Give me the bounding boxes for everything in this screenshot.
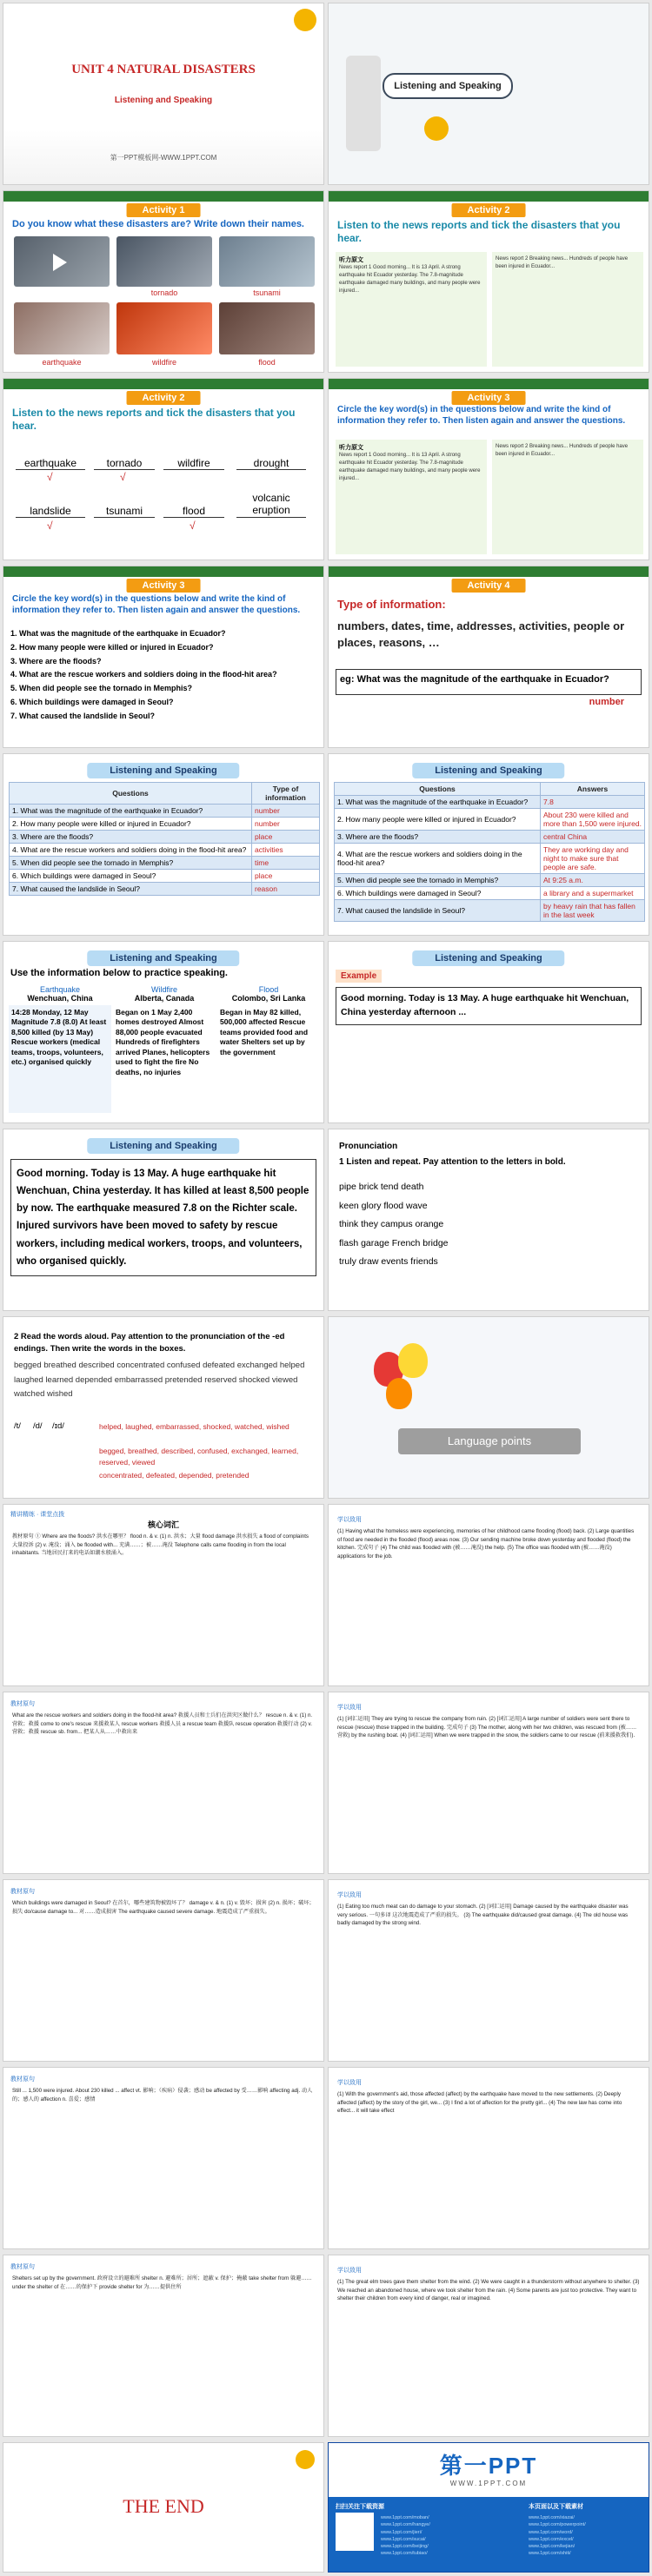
cell-type: place	[252, 831, 320, 844]
slide-ed-endings[interactable]	[3, 1316, 324, 1499]
slide-credits[interactable]	[328, 2442, 649, 2573]
decor-circle-icon	[296, 2450, 315, 2469]
lesson-heading: 教材原句	[10, 1889, 35, 1895]
cell-question: 5. When did people see the tornado in Memphis?	[335, 874, 541, 887]
script-left	[336, 440, 487, 554]
end-title: THE END	[123, 2495, 204, 2517]
ls-tag: Listening and Speaking	[87, 1138, 239, 1154]
decor-circle-icon	[424, 116, 449, 141]
cell-question: 2. How many people were killed or injured in Ecuador?	[10, 818, 252, 831]
slide-damage-lesson[interactable]	[3, 1879, 324, 2062]
lesson-title: 核心词汇	[147, 1520, 179, 1529]
practice-text: (1) Having what the homeless were experiencing, memories of her childhood came flooding (flood) back. (2) Large quantities of food are needed in the flooded (flood) areas now. (3) Our sending machine broke down yesterday and flooded (flood) the kitchen. 完成句子 (4) The child was flooded with (被……淹没) the help. (5) The office was flooded with (被……淹没) applications for the job.	[337, 1528, 635, 1560]
word-drought: drought	[236, 457, 306, 470]
ed-label-id: /ɪd/	[52, 1421, 64, 1431]
slide-activity3-script[interactable]	[328, 378, 649, 560]
ls-tag: Listening and Speaking	[87, 763, 239, 778]
cell-question: 1. What was the magnitude of the earthquake in Ecuador?	[335, 796, 541, 809]
lesson-text: Which buildings were damaged in Seoul? 在首尔，哪些建筑物被毁坏了？ damage v. & n. (1) v. 毁坏；损害 (2) n. 损坏；破坏；损失 do/cause damage to... 对……造成损害 The earthquake caused severe damage. 地震造成了严重损失。	[12, 1900, 315, 1915]
type-title: Type of information:	[337, 598, 446, 611]
info-col-sub: Wenchuan, China	[27, 994, 93, 1003]
question-2: 2. How many people were killed or injured in Ecuador?	[10, 642, 214, 652]
practice-text: (1) The great elm trees gave them shelter from the wind. (2) We were caught in a thunderstorm without anywhere to shelter. (3) We reached an abandoned house, where we took shelter from the rain. (4) Some parents are just too protective. They want to shelter their children from every kind of danger, real or imagined.	[337, 2279, 640, 2302]
script-left-text: News report 1 Good morning... It is 13 April. A strong earthquake hit Ecuador yesterday. The 7.8-magnitude earthquake damaged many buildings, and many people were injured...	[339, 265, 481, 294]
cell-answer: a library and a supermarket	[541, 887, 645, 900]
slide-rescue-practice[interactable]	[328, 1692, 649, 1874]
photo-flood	[219, 302, 315, 354]
ls-tag: Listening and Speaking	[412, 763, 564, 778]
table-row	[335, 796, 645, 809]
slide-flood-practice[interactable]	[328, 1504, 649, 1686]
table-header	[335, 783, 645, 796]
balloon-yellow-icon	[398, 1343, 428, 1378]
word-landslide: landslide	[16, 505, 85, 518]
slide-shelter-lesson[interactable]	[3, 2255, 324, 2437]
activity-tag: Activity 2	[127, 391, 201, 405]
slide-bg	[329, 1317, 649, 1498]
info-col-body: 14:28 Monday, 12 May Magnitude 7.8 (8.0) At least 8,500 killed (by 13 May) Rescue workers (medical teams, troops, volunteers, etc.) organised quickly	[9, 1005, 111, 1113]
word-flood: flood	[163, 505, 224, 518]
label-tornado: tornado	[150, 288, 178, 297]
pron-line: truly draw events friends	[339, 1256, 438, 1268]
credit-link[interactable]: www.1ppt.com/powerpoint/	[529, 2522, 586, 2528]
info-col-body: Began on 1 May 2,400 homes destroyed Almost 88,000 people evacuated Hundreds of firefighters arrived Planes, helicopters used to fight the fire No deaths, no injuries	[116, 1008, 210, 1076]
script-heading: 听力原文	[339, 257, 363, 263]
qr-code-icon	[336, 2513, 374, 2551]
practice-text: (1) With the government's aid, those affected (affect) by the earthquake have moved to the new settlements. (2) Deeply affected (affect) by the story of the girl, we... (3) I find a lot of affection for the pretty girl... (4) The new law has come into effect... it will take effect	[337, 2091, 622, 2115]
slide-affect-practice[interactable]	[328, 2067, 649, 2249]
example-prefix: eg:	[340, 674, 355, 685]
brand-logo: 第一PPT	[439, 2453, 538, 2479]
question-7: 7. What caused the landslide in Seoul?	[10, 711, 156, 720]
slide-type-table[interactable]	[3, 753, 324, 936]
info-col-sub: Colombo, Sri Lanka	[231, 994, 306, 1003]
practice-heading: 学以致用	[337, 1517, 362, 1523]
table-row	[335, 831, 645, 844]
table-row	[10, 870, 320, 883]
credit-link[interactable]: www.1ppt.com/excel/	[529, 2536, 574, 2542]
type-table	[9, 782, 320, 896]
slide-activity1[interactable]	[3, 190, 324, 373]
ed-answer-t: helped, laughed, embarrassed, shocked, watched, wished	[99, 1422, 289, 1431]
cell-question: 6. Which buildings were damaged in Seoul?	[335, 887, 541, 900]
cell-question: 5. When did people see the tornado in Memphis?	[10, 857, 252, 870]
cell-question: 4. What are the rescue workers and soldiers doing in the flood-hit area?	[335, 844, 541, 874]
word-tornado: tornado	[94, 457, 155, 470]
slide-damage-practice[interactable]	[328, 1879, 649, 2062]
credit-link[interactable]: www.1ppt.com/kejian/	[529, 2544, 575, 2549]
cell-question: 3. Where are the floods?	[10, 831, 252, 844]
table-row	[10, 805, 320, 818]
slide-title[interactable]	[3, 3, 324, 185]
cell-question: 1. What was the magnitude of the earthquake in Ecuador?	[10, 805, 252, 818]
top-bar	[3, 191, 323, 202]
cell-answer: They are working day and night to make sure that people are safe.	[541, 844, 645, 874]
pron-word-lines	[339, 1178, 449, 1272]
pron-line: keen glory flood wave	[339, 1200, 428, 1211]
col-answers: Answers	[541, 783, 645, 796]
example-box	[336, 669, 642, 695]
script-right-text: News report 2 Breaking news... Hundreds of people have been injured in Ecuador...	[496, 444, 629, 457]
top-bar	[329, 566, 649, 577]
activity-tag: Activity 3	[127, 579, 201, 593]
cell-answer: About 230 were killed and more than 1,500 were injured.	[541, 809, 645, 831]
answer-table	[334, 782, 645, 922]
slide-answer-table[interactable]	[328, 753, 649, 936]
info-col-flood	[217, 985, 320, 1119]
pron-heading: Pronunciation	[339, 1142, 398, 1151]
question-3: 3. Where are the floods?	[10, 656, 102, 666]
credit-link[interactable]: www.1ppt.com/hangye/	[381, 2522, 430, 2528]
credit-link[interactable]: www.1ppt.com/jieri/	[381, 2529, 422, 2535]
table-row	[10, 844, 320, 857]
script-heading: 听力原文	[339, 445, 363, 451]
play-icon[interactable]	[53, 254, 67, 271]
label-wildfire: wildfire	[151, 358, 176, 367]
ed-word-list: begged breathed described concentrated confused defeated exchanged helped laughed learned depended embarrassed pretended reserved shocked viewed watched wished	[14, 1361, 305, 1400]
pron-line: flash garage French bridge	[339, 1237, 449, 1248]
photo-wildfire	[116, 302, 212, 354]
ls-tag: Listening and Speaking	[412, 950, 564, 966]
script-right	[492, 252, 643, 367]
table-row	[335, 887, 645, 900]
example-question: What was the magnitude of the earthquake in Ecuador?	[356, 674, 609, 685]
slide-pronunciation[interactable]	[328, 1129, 649, 1311]
cell-question: 3. Where are the floods?	[335, 831, 541, 844]
practice-heading: 学以致用	[337, 1705, 362, 1711]
word-wildfire: wildfire	[163, 457, 224, 470]
script-left	[336, 252, 487, 367]
lesson-heading: 精讲精练 · 课堂点拨	[10, 1512, 65, 1518]
credit-link[interactable]: www.1ppt.com/tubiao/	[381, 2551, 428, 2557]
table-row	[335, 844, 645, 874]
col-questions: Questions	[335, 783, 541, 796]
activity-tag: Activity 3	[452, 391, 526, 405]
practice-text: (1) [词汇运用] They are trying to rescue the company from ruin. (2) [词汇运用] A large number of soldiers were sent there to rescue (rescue) those trapped in the building. 完成句子 (3) The mother, along with her two children, was rescued from (被……营救) by the rushing boat. (4) [词汇运用] When we were trapped in the snow, the soldiers came to our rescue (前来援救我们).	[337, 1716, 637, 1739]
ed-answer-d: begged, breathed, described, confused, exchanged, learned, reserved, viewed	[99, 1447, 299, 1467]
label-tsunami: tsunami	[253, 288, 281, 297]
table-row	[335, 809, 645, 831]
word-tsunami: tsunami	[94, 505, 155, 518]
credits-links-right	[529, 2514, 646, 2558]
slide-the-end[interactable]	[3, 2442, 324, 2573]
slide-example[interactable]	[328, 941, 649, 1123]
top-bar	[329, 379, 649, 389]
slide-footer: 第一PPT模板网-WWW.1PPT.COM	[110, 154, 217, 162]
practice-text: (1) Eating too much meat can do damage to your stomach. (2) [词汇运用] Damage caused by the earthquake disaster was very serious. 一句多译 这次地震造成了严重的损失。 (3) The earthquake did/caused great damage. (4) The old house was badly damaged by the strong wind.	[337, 1904, 629, 1927]
table-row	[10, 857, 320, 870]
question-4: 4. What are the rescue workers and soldiers doing in the flood-hit area?	[10, 670, 277, 679]
lesson-text: Still ... 1,500 were injured. About 230 killed ... affect vt. 影响；（疾病）侵袭；感动 be affected by 受……影响 affecting adj. 动人的；感人的 affection n. 喜爱；感情	[12, 2088, 313, 2103]
activity-question: Do you know what these disasters are? Write down their names.	[12, 219, 304, 229]
example-label: Example	[336, 970, 382, 983]
label-earthquake: earthquake	[42, 358, 82, 367]
credit-link[interactable]: www.1ppt.com/moban/	[381, 2515, 429, 2520]
photo-earthquake	[14, 302, 110, 354]
question-1: 1. What was the magnitude of the earthquake in Ecuador?	[10, 629, 226, 638]
question-5: 5. When did people see the tornado in Memphis?	[10, 684, 193, 692]
top-bar	[3, 379, 323, 389]
credit-link[interactable]: www.1ppt.com/shiti/	[529, 2551, 571, 2557]
cell-type: number	[252, 805, 320, 818]
cell-type: time	[252, 857, 320, 870]
cell-type: place	[252, 870, 320, 883]
info-col-sub: Alberta, Canada	[134, 994, 195, 1003]
cell-answer: central China	[541, 831, 645, 844]
cell-type: reason	[252, 883, 320, 896]
cell-question: 7. What caused the landslide in Seoul?	[10, 883, 252, 896]
info-col-earthquake	[9, 985, 111, 1119]
pron-instruction: 1 Listen and repeat. Pay attention to the letters in bold.	[339, 1157, 566, 1167]
slide-activity2-script[interactable]	[328, 190, 649, 373]
credit-link[interactable]: www.1ppt.com/beijing/	[381, 2544, 429, 2549]
table-header	[10, 783, 320, 805]
col-type: Type of information	[252, 783, 320, 805]
slide-activity2-tick[interactable]	[3, 378, 324, 560]
tick-tornado: √	[120, 471, 126, 483]
info-col-head: Earthquake	[39, 985, 81, 994]
pron-line: pipe brick tend death	[339, 1182, 424, 1192]
activity-instruction: Circle the key word(s) in the questions below and write the kind of information they refer to. Then listen again and answer the questions.	[337, 405, 626, 426]
photo-tsunami	[219, 236, 315, 287]
activity-instruction: Listen to the news reports and tick the disasters that you hear.	[337, 219, 621, 244]
script-right	[492, 440, 643, 554]
script-left-text: News report 1 Good morning... It is 13 April. A strong earthquake hit Ecuador yesterday. The 7.8-magnitude earthquake damaged many buildings, and many people were injured...	[339, 453, 481, 481]
slide-language-points[interactable]	[328, 1316, 649, 1499]
word-earthquake: earthquake	[16, 457, 85, 470]
tick-landslide: √	[47, 520, 53, 532]
table-row	[10, 818, 320, 831]
activity-tag: Activity 1	[127, 203, 201, 217]
balloon-orange-icon	[386, 1378, 412, 1409]
language-points-banner: Language points	[398, 1428, 581, 1454]
info-col-body: Began in May 82 killed, 500,000 affected Rescue teams provided food and water Shelters set up by the government	[220, 1008, 309, 1056]
credit-link[interactable]: www.1ppt.com/sucai/	[381, 2536, 426, 2542]
type-list: numbers, dates, time, addresses, activities, people or places, reasons, …	[337, 619, 625, 649]
brand-url[interactable]: WWW.1PPT.COM	[449, 2480, 528, 2487]
section-banner: Listening and Speaking	[383, 73, 513, 99]
slide-practice-info[interactable]	[3, 941, 324, 1123]
lesson-heading: 教材原句	[10, 2076, 35, 2083]
slide-flood-lesson[interactable]	[3, 1504, 324, 1686]
ed-answer-id: concentrated, defeated, depended, pretended	[99, 1471, 249, 1480]
photo-video[interactable]	[14, 236, 110, 287]
slide-shelter-practice[interactable]	[328, 2255, 649, 2437]
ed-instruction: 2 Read the words aloud. Pay attention to the pronunciation of the -ed endings. Then write the words in the boxes.	[14, 1332, 285, 1354]
example-text: Good morning. Today is 13 May. A huge earthquake hit Wenchuan, China yesterday afternoon ...	[336, 987, 642, 1025]
decor-bar-icon	[346, 56, 381, 151]
slide-activity4[interactable]	[328, 566, 649, 748]
label-flood: flood	[258, 358, 276, 367]
decor-circle-icon	[294, 9, 316, 31]
table-row	[10, 831, 320, 844]
top-bar	[3, 566, 323, 577]
credits-left-title: 扫扫关注下载资源	[336, 2504, 384, 2510]
ed-label-d: /d/	[33, 1421, 43, 1431]
cell-answer: 7.8	[541, 796, 645, 809]
cell-question: 2. How many people were killed or injured in Ecuador?	[335, 809, 541, 831]
lesson-heading: 教材原句	[10, 1701, 35, 1707]
cell-question: 4. What are the rescue workers and soldiers doing in the flood-hit area?	[10, 844, 252, 857]
cell-answer: At 9:25 a.m.	[541, 874, 645, 887]
tick-flood: √	[190, 520, 196, 532]
table-row	[10, 883, 320, 896]
top-bar	[329, 191, 649, 202]
info-col-head: Wildfire	[150, 985, 177, 994]
practice-instruction: Use the information below to practice speaking.	[10, 968, 228, 978]
example-answer: number	[589, 697, 624, 707]
word-volcanic-eruption: volcanic eruption	[236, 492, 306, 518]
cell-type: activities	[252, 844, 320, 857]
photo-tornado	[116, 236, 212, 287]
cell-answer: by heavy rain that has fallen in the last week	[541, 900, 645, 922]
credits-links-left	[381, 2514, 511, 2558]
pron-line: think they campus orange	[339, 1219, 444, 1230]
slide-title-text: UNIT 4 NATURAL DISASTERS	[71, 63, 256, 76]
practice-heading: 学以致用	[337, 1892, 362, 1898]
credit-link[interactable]: www.1ppt.com/word/	[529, 2529, 573, 2535]
cell-question: 7. What caused the landslide in Seoul?	[335, 900, 541, 922]
question-6: 6. Which buildings were damaged in Seoul?	[10, 697, 174, 706]
model-answer-text: Good morning. Today is 13 May. A huge earthquake hit Wenchuan, China yesterday. It has killed at least 8,500 people by now. The earthquake measured 7.8 on the Richter scale. Injured survivors have been moved to safety by rescue workers, including medical workers, troops, and volunteers, who organised quickly.	[10, 1159, 316, 1276]
activity-instruction: Listen to the news reports and tick the disasters that you hear.	[12, 407, 296, 432]
ed-label-t: /t/	[14, 1421, 21, 1431]
activity-instruction: Circle the key word(s) in the questions below and write the kind of information they refer to. Then listen again and answer the questions.	[12, 594, 301, 615]
tick-earthquake: √	[47, 471, 53, 483]
practice-heading: 学以致用	[337, 2080, 362, 2086]
slide-model-answer[interactable]	[3, 1129, 324, 1311]
credits-right-title: 本页面以及下载素材	[529, 2504, 583, 2510]
practice-heading: 学以致用	[337, 2268, 362, 2274]
info-col-head: Flood	[258, 985, 279, 994]
activity-tag: Activity 4	[452, 579, 526, 593]
lesson-text: 教材原句 ① Where are the floods? 洪水在哪里？ flood n. & v. (1) n. 洪水；大量 flood damage 洪水损失 a flood of complaints 大量投诉 (2) v. 淹没；涌入 be flooded with... 充满……；被……淹没 Telephone calls came flooding in from the local inhabitants. 当地居民打来的电话如潮水般涌入。	[12, 1533, 309, 1557]
table-row	[335, 900, 645, 922]
slide-section[interactable]	[328, 3, 649, 185]
script-right-text: News report 2 Breaking news... Hundreds of people have been injured in Ecuador...	[496, 256, 629, 269]
info-col-wildfire	[113, 985, 216, 1119]
col-questions: Questions	[10, 783, 252, 805]
slide-subtitle: Listening and Speaking	[114, 96, 213, 105]
slide-rescue-lesson[interactable]	[3, 1692, 324, 1874]
ls-tag: Listening and Speaking	[87, 950, 239, 966]
cell-question: 6. Which buildings were damaged in Seoul?	[10, 870, 252, 883]
question-list	[10, 627, 316, 723]
lesson-text: What are the rescue workers and soldiers doing in the flood-hit area? 救援人员和士兵们在洪灾区做什么？ rescue n. & v. (1) n. 营救；救援 come to one's rescue 来援救某人 rescue workers 救援人员 a rescue team 救援队 rescue operation 救援行动 (2) v. 营救；救援 rescue sb. from... 把某人从……中救出来	[12, 1712, 313, 1736]
cell-type: number	[252, 818, 320, 831]
table-row	[335, 874, 645, 887]
lesson-heading: 教材原句	[10, 2264, 35, 2270]
lesson-text: Shelters set up by the government. 政府设立的避难所 shelter n. 避难所；居所；遮蔽 v. 保护；掩蔽 take shelter from 躲避…… under the shelter of 在……的保护下 provide shelter for 为……提供住所	[12, 2275, 312, 2290]
activity-tag: Activity 2	[452, 203, 526, 217]
slide-activity3-questions[interactable]	[3, 566, 324, 748]
credit-link[interactable]: www.1ppt.com/xiazai/	[529, 2515, 575, 2520]
slide-affect-lesson[interactable]	[3, 2067, 324, 2249]
